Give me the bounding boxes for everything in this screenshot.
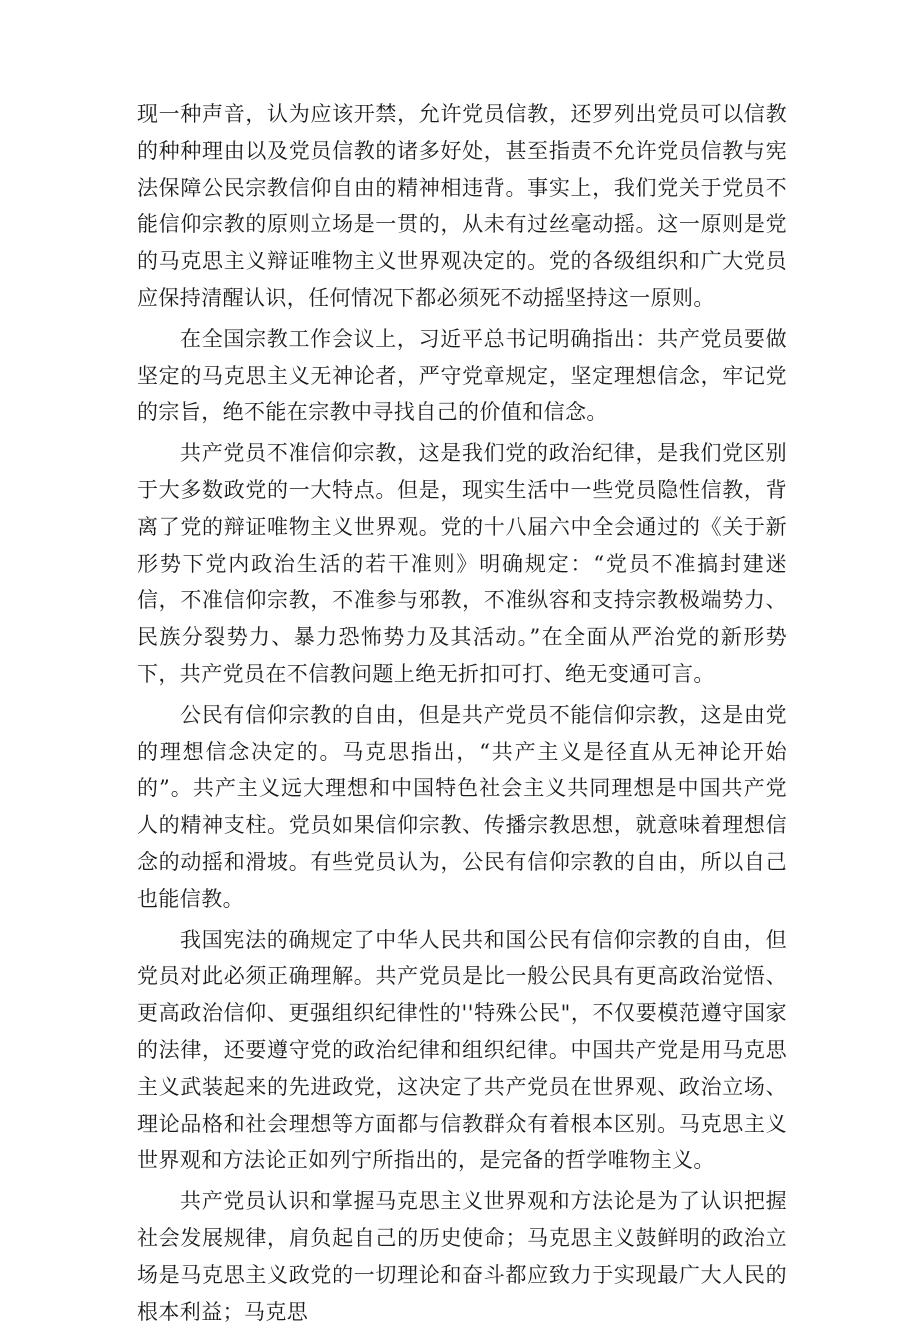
paragraph-5: 我国宪法的确规定了中华人民共和国公民有信仰宗教的自由，但党员对此必须正确理解。共产党员是比一般公民具有更高政治觉悟、更高政治信仰、更强组织纪律性的''特殊公民"，不仅要模范遵守国家的法律，还要遵守党的政治纪律和组织纪律。中国共产党是用马克思主义武装起来的先进政党，这决定了共产党员在世界观、政治立场、理论品格和社会理想等方面都与信教群众有着根本区别。马克思主义世界观和方法论正如列宁所指出的，是完备的哲学唯物主义。 — [137, 927, 787, 1173]
paragraph-3: 共产党员不准信仰宗教，这是我们党的政治纪律，是我们党区别于大多数政党的一大特点。但是，现实生活中一些党员隐性信教，背离了党的辩证唯物主义世界观。党的十八届六中全会通过的《关于新形势下党内政治生活的若干准则》明确规定：“党员不准搞封建迷信，不准信仰宗教，不准参与邪教，不准纵容和支持宗教极端势力、民族分裂势力、暴力恐怖势力及其活动。”在全面从严治党的新形势下，共产党员在不信教问题上绝无折扣可打、绝无变通可言。 — [137, 441, 787, 686]
paragraph-2: 在全国宗教工作会议上，习近平总书记明确指出：共产党员要做坚定的马克思主义无神论者，严守党章规定，坚定理想信念，牢记党的宗旨，绝不能在宗教中寻找自己的价值和信念。 — [137, 326, 787, 425]
paragraph-4: 公民有信仰宗教的自由，但是共产党员不能信仰宗教，这是由党的理想信念决定的。马克思指出，“共产主义是径直从无神论开始的”。共产主义远大理想和中国特色社会主义共同理想是中国共产党人的精神支柱。党员如果信仰宗教、传播宗教思想，就意味着理想信念的动摇和滑坡。有些党员认为，公民有信仰宗教的自由，所以自己也能信教。 — [137, 702, 787, 911]
paragraph-6: 共产党员认识和掌握马克思主义世界观和方法论是为了认识把握社会发展规律，肩负起自己的历史使命；马克思主义鼓鲜明的政治立场是马克思主义政党的一切理论和奋斗都应致力于实现最广大人民的根本利益；马克思 — [137, 1189, 787, 1324]
paragraph-1: 现一种声音，认为应该开禁，允许党员信教，还罗列出党员可以信教的种种理由以及党员信教的诸多好处，甚至指责不允许党员信教与宪法保障公民宗教信仰自由的精神相违背。事实上，我们党关于党员不能信仰宗教的原则立场是一贯的，从未有过丝毫动摇。这一原则是党的马克思主义辩证唯物主义世界观决定的。党的各级组织和广大党员应保持清醒认识，任何情况下都必须死不动摇坚持这一原则。 — [137, 102, 787, 310]
document-body — [137, 96, 787, 1334]
